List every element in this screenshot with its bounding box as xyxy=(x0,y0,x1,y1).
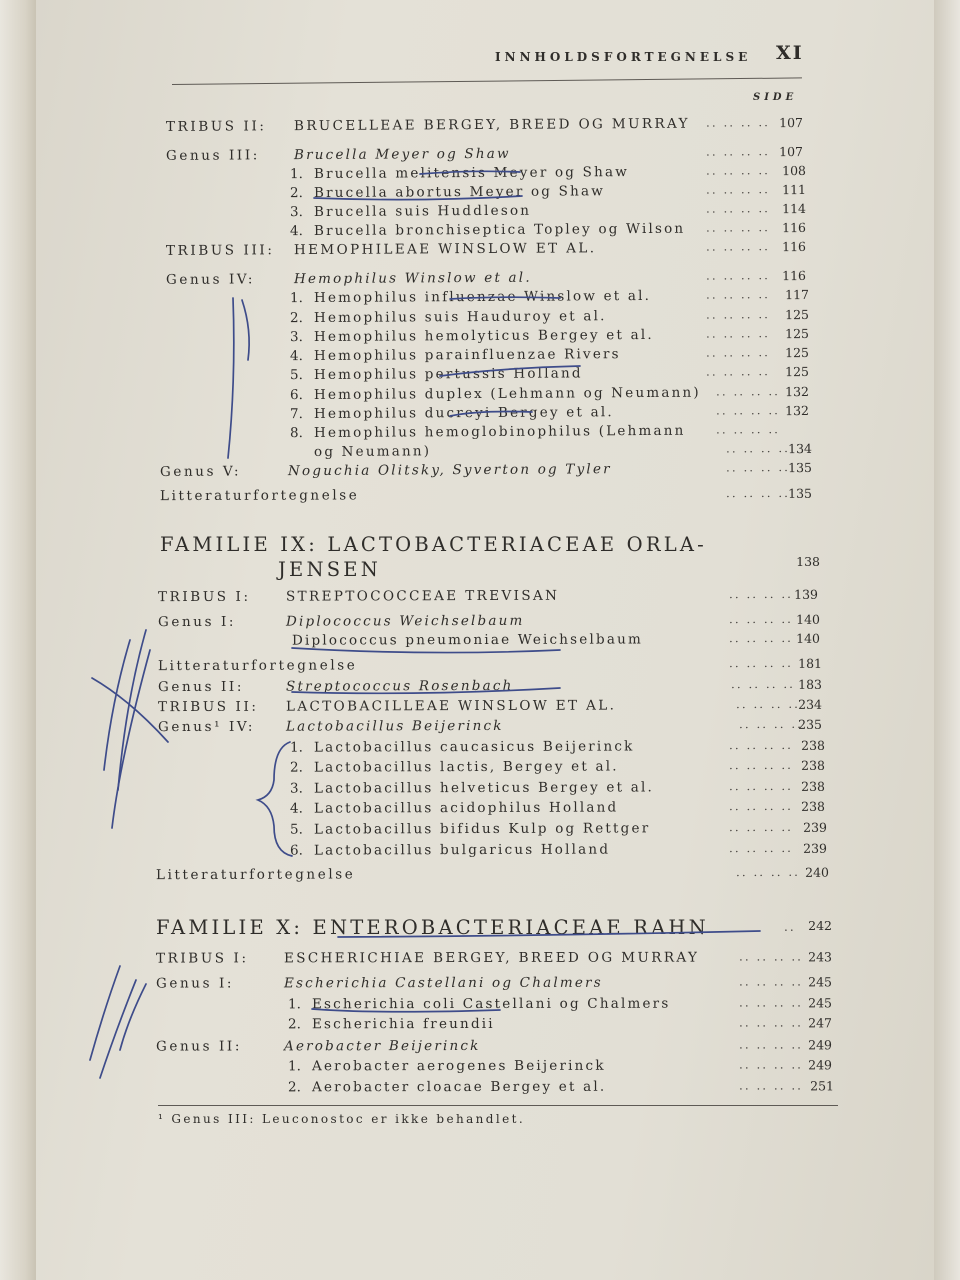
page-folio: XI xyxy=(776,42,804,64)
underline-enterobacteriaceae xyxy=(338,931,760,937)
leader-dots: .. .. .. .. xyxy=(725,460,791,475)
entry-title: Hemophilus hemolyticus Bergey et al. xyxy=(313,326,654,346)
entry-number: 2. xyxy=(287,1079,301,1096)
entry-number: 6. xyxy=(289,387,303,404)
entry-page: 183 xyxy=(798,676,823,692)
family-title: FAMILIE IX: LACTOBACTERIACEAE ORLA- xyxy=(160,533,707,556)
entry-label: TRIBUS I: xyxy=(155,950,249,967)
entry-title: Brucella melitensis Meyer og Shaw xyxy=(313,164,630,183)
entry-page: 108 xyxy=(782,163,807,179)
entry-page: 245 xyxy=(808,974,833,990)
entry-page: 135 xyxy=(788,485,813,501)
leader-dots: .. .. .. .. xyxy=(705,239,771,254)
entry-title: Aerobacter cloacae Bergey et al. xyxy=(311,1078,607,1096)
entry-page: 247 xyxy=(808,1015,833,1031)
entry-number: 1. xyxy=(287,996,301,1013)
leader-dots: .. .. .. .. xyxy=(728,798,794,814)
leader-dots: .. .. .. .. xyxy=(728,611,794,627)
entry-title: Hemophilus hemoglobinophilus (Lehmann xyxy=(313,422,686,442)
leader-dots: .. .. .. .. xyxy=(725,441,791,456)
entry-page: 239 xyxy=(803,819,828,835)
entry-page: 135 xyxy=(788,459,813,476)
leader-dots: .. .. .. .. xyxy=(725,485,791,501)
underline-pertussis xyxy=(440,366,580,376)
entry-label: TRIBUS III: xyxy=(165,242,275,259)
entry-page: 134 xyxy=(788,440,813,457)
entry-title: Hemophilus duplex (Lehmann og Neumann) xyxy=(313,384,701,404)
entry-title: Diplococcus Weichselbaum xyxy=(285,612,525,630)
leader-dots: .. .. .. .. xyxy=(705,115,771,130)
leader-dots: .. .. .. .. xyxy=(739,949,804,964)
underline-streptococcus xyxy=(292,688,560,693)
entry-title: Noguchia Olitsky, Syverton og Tyler xyxy=(287,461,612,480)
entry-number: 4. xyxy=(289,800,303,817)
leader-dots: .. .. .. .. xyxy=(728,757,794,773)
entry-number: 1. xyxy=(287,1058,301,1075)
leader-dots: .. .. .. .. xyxy=(715,403,781,418)
entry-number: 2. xyxy=(289,759,303,776)
entry-number: 5. xyxy=(289,821,303,838)
leader-dots: .. .. .. .. xyxy=(728,778,794,794)
entry-number: 3. xyxy=(289,780,303,797)
family-title: FAMILIE X: ENTEROBACTERIACEAE RAHN xyxy=(156,916,709,939)
entry-title: Hemophilus Winslow et al. xyxy=(293,269,532,288)
leader-dots: .. .. .. .. xyxy=(705,345,771,360)
entry-title: BRUCELLEAE BERGEY, BREED OG MURRAY xyxy=(293,115,690,135)
leader-dots: .. .. .. .. xyxy=(705,326,771,341)
entry-page: 238 xyxy=(801,778,826,794)
entry-title: LACTOBACILLEAE WINSLOW ET AL. xyxy=(285,697,617,715)
entry-title: Brucella Meyer og Shaw xyxy=(293,145,511,164)
entry-title: Hemophilus suis Hauduroy et al. xyxy=(313,308,607,327)
entry-title: Lactobacillus bifidus Kulp og Rettger xyxy=(313,820,651,838)
entry-page: 116 xyxy=(782,239,807,255)
underline-influenzae xyxy=(450,297,560,299)
leader-dots: .. .. .. .. xyxy=(739,1037,804,1052)
entry-title: og Neumann) xyxy=(313,443,432,461)
entry-page: 132 xyxy=(785,402,810,419)
leader-dots: .. .. .. .. xyxy=(728,737,794,753)
entry-page: 238 xyxy=(801,737,826,753)
entry-title: STREPTOCOCCEAE TREVISAN xyxy=(285,587,560,605)
leader-dots: .. .. .. .. xyxy=(705,287,771,302)
entry-number: 2. xyxy=(289,185,303,202)
entry-label: Genus IV: xyxy=(165,271,256,288)
entry-page: 251 xyxy=(810,1078,835,1094)
entry-number: 7. xyxy=(289,406,303,423)
entry-title: Lactobacillus bulgaricus Holland xyxy=(313,841,611,859)
entry-number: 4. xyxy=(289,223,303,240)
leader-dots: .. .. .. .. xyxy=(728,586,794,602)
entry-label: Genus¹ IV: xyxy=(157,718,256,736)
entry-title: HEMOPHILEAE WINSLOW ET AL. xyxy=(293,240,597,259)
leader-dots: .. .. .. .. xyxy=(705,268,771,283)
leader-dots: .. .. .. .. xyxy=(728,630,794,646)
leader-dots: .. .. .. .. xyxy=(739,1015,804,1030)
margin-bracket-hemophilus xyxy=(228,298,234,458)
entry-number: 1. xyxy=(289,290,303,307)
entry-page: 238 xyxy=(801,798,826,814)
leader-dots: .. .. .. .. xyxy=(738,716,804,732)
entry-page: 140 xyxy=(796,611,821,627)
entry-page: 111 xyxy=(782,182,807,198)
entry-label: TRIBUS II: xyxy=(157,698,259,716)
entry-title: Diplococcus pneumoniae Weichselbaum xyxy=(291,631,644,649)
entry-label: Genus I: xyxy=(157,613,237,631)
entry-title: Lactobacillus lactis, Bergey et al. xyxy=(313,758,619,776)
entry-page: 116 xyxy=(782,220,807,236)
entry-title: Brucella abortus Meyer og Shaw xyxy=(313,183,606,202)
entry-title: Lactobacillus caucasicus Beijerinck xyxy=(313,738,635,756)
leader-dots: .. .. .. .. xyxy=(739,1057,804,1072)
entry-label: Genus III: xyxy=(165,147,260,164)
entry-number: 2. xyxy=(287,1016,301,1033)
entry-number: 1. xyxy=(289,739,303,756)
entry-number: 3. xyxy=(289,329,303,346)
entry-title: Hemophilus ducreyi Bergey et al. xyxy=(313,404,614,423)
entry-page: 235 xyxy=(798,716,823,732)
leader-dots: .. .. .. .. xyxy=(705,201,771,216)
entry-number: 8. xyxy=(289,425,303,442)
entry-page: 107 xyxy=(779,144,804,160)
entry-number: 5. xyxy=(289,367,303,384)
leader-dots: .. .. .. .. xyxy=(705,220,771,235)
leader-dots: .. .. .. .. xyxy=(735,864,801,880)
entry-page: 125 xyxy=(785,344,810,361)
leader-dots: .. .. .. .. xyxy=(705,307,771,322)
entry-number: 1. xyxy=(289,166,303,183)
entry-page: 116 xyxy=(782,268,807,284)
entry-title: Escherichia freundii xyxy=(311,1015,495,1033)
leader-dots: .. .. .. .. xyxy=(715,422,781,437)
entry-label: TRIBUS I: xyxy=(157,588,251,606)
underline-escherichia-coli xyxy=(312,1009,500,1012)
leader-dots: .. .. .. .. xyxy=(715,384,781,399)
entry-page: 239 xyxy=(803,840,828,856)
entry-page: 140 xyxy=(796,630,821,646)
entry-label: Genus II: xyxy=(157,678,245,696)
entry-title: Aerobacter aerogenes Beijerinck xyxy=(311,1057,606,1075)
entry-number: 3. xyxy=(289,204,303,221)
entry-title: Brucella bronchiseptica Topley og Wilson xyxy=(313,220,686,240)
footnote: ¹ Genus III: Leuconostoc er ikke behandlet. xyxy=(158,1112,526,1126)
entry-title: Aerobacter Beijerinck xyxy=(283,1037,481,1055)
entry-title: Hemophilus parainfluenzae Rivers xyxy=(313,346,621,365)
leader-dots: .. .. .. .. xyxy=(735,696,801,712)
leader-dots: .. .. .. .. xyxy=(705,364,771,379)
leader-dots: .. .. .. .. xyxy=(705,163,771,178)
entry-title: Lactobacillus helveticus Bergey et al. xyxy=(313,779,654,797)
leader-dots: .. .. .. .. xyxy=(739,995,804,1010)
leader-dots: .. .. .. .. xyxy=(728,819,794,835)
entry-label: Litteraturfortegnelse xyxy=(155,866,356,884)
entry-page: 125 xyxy=(785,363,810,380)
entry-page: 114 xyxy=(782,201,807,217)
leader-dots: .. .. .. .. xyxy=(705,182,771,197)
entry-page: 125 xyxy=(785,306,810,323)
entry-page: 181 xyxy=(798,655,823,671)
entry-page: 132 xyxy=(785,383,810,400)
entry-title: Escherichia coli Castellani og Chalmers xyxy=(311,995,671,1013)
entry-title: Lactobacillus acidophilus Holland xyxy=(313,799,619,817)
leader-dots: .. .. .. .. xyxy=(739,974,804,989)
family-page: 242 xyxy=(808,918,832,933)
entry-title: Hemophilus pertussis Holland xyxy=(313,365,583,384)
entry-page: 107 xyxy=(779,115,804,131)
entry-page: 249 xyxy=(808,1037,833,1053)
leader-dots: .. .. .. .. xyxy=(739,1078,804,1093)
underline-ducreyi xyxy=(450,412,532,417)
margin-brace-lactobacillus xyxy=(258,742,292,856)
entry-number: 4. xyxy=(289,348,303,365)
side-column-label: SIDE xyxy=(753,92,798,103)
entry-title: ESCHERICHIAE BERGEY, BREED OG MURRAY xyxy=(283,949,700,967)
entry-label: Genus V: xyxy=(159,463,242,480)
entry-page: 240 xyxy=(805,864,830,880)
underline-melitensis xyxy=(420,171,520,174)
leader-dots: .. .. .. .. xyxy=(728,840,794,856)
entry-number: 2. xyxy=(289,310,303,327)
entry-number: 6. xyxy=(289,842,303,859)
entry-page: 238 xyxy=(801,757,826,773)
entry-label: Genus II: xyxy=(155,1038,243,1055)
entry-page: 234 xyxy=(798,696,823,712)
leader-dots: .. .. .. .. xyxy=(705,144,771,159)
entry-label: Litteraturfortegnelse xyxy=(157,657,358,675)
entry-page: 117 xyxy=(785,286,810,303)
entry-title: Hemophilus influenzae Winslow et al. xyxy=(313,287,652,307)
entry-title: Lactobacillus Beijerinck xyxy=(285,717,504,735)
entry-page: 249 xyxy=(808,1057,833,1073)
entry-title: Streptococcus Rosenbach xyxy=(285,677,514,695)
entry-page: 125 xyxy=(785,325,810,342)
leader-dots: .. xyxy=(784,920,796,934)
running-title: INNHOLDSFORTEGNELSE xyxy=(495,50,752,64)
entry-page: 139 xyxy=(794,586,819,602)
entry-label: Litteraturfortegnelse xyxy=(159,487,360,505)
underline-abortus xyxy=(314,196,522,200)
underline-pneumoniae xyxy=(292,648,560,653)
entry-page: 243 xyxy=(808,949,833,965)
entry-label: Genus I: xyxy=(155,975,235,992)
family-title-continuation: JENSEN xyxy=(278,558,381,581)
entry-title: Brucella suis Huddleson xyxy=(313,202,532,221)
entry-title: Escherichia Castellani og Chalmers xyxy=(283,974,603,992)
leader-dots: .. .. .. .. xyxy=(730,676,796,692)
entry-label: TRIBUS II: xyxy=(165,118,267,135)
entry-page: 245 xyxy=(808,995,833,1011)
leader-dots: .. .. .. .. xyxy=(728,655,794,671)
family-page: 138 xyxy=(796,554,820,569)
margin-mark-strokes-2 xyxy=(90,966,120,1060)
